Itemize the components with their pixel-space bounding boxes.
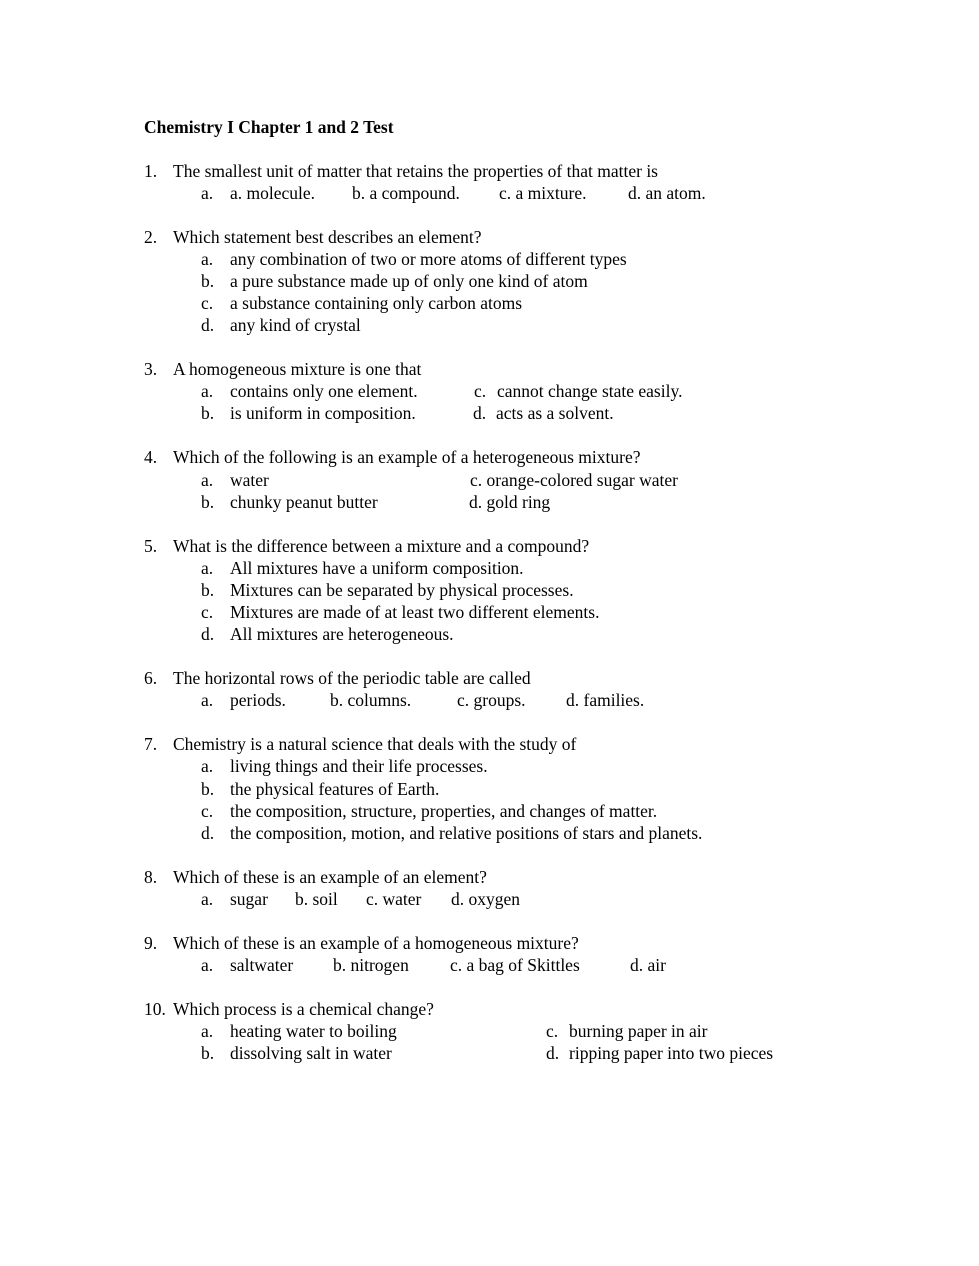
option-text: any combination of two or more atoms of different types [230,249,627,269]
option-text: b. nitrogen [333,955,409,975]
option-letter: c. [201,293,214,313]
question-text: Which process is a chemical change? [173,999,434,1019]
option-text: acts as a solvent. [496,403,614,423]
option-text: the composition, structure, properties, and changes of matter. [230,801,658,821]
question-text: Which of these is an example of an element? [173,867,487,887]
question-number: 7. [144,734,158,754]
option-letter: c. [201,801,214,821]
question-text: Which of these is an example of a homogeneous mixture? [173,933,579,953]
option-text: sugar [230,889,268,909]
question-number: 8. [144,867,158,887]
option-text: heating water to boiling [230,1021,397,1041]
page-title: Chemistry I Chapter 1 and 2 Test [144,117,394,137]
option-letter: a. [201,558,214,578]
option-text: c. a bag of Skittles [450,955,580,975]
question-number: 5. [144,536,158,556]
option-text: a. molecule. [230,183,316,203]
option-text: is uniform in composition. [230,403,416,423]
question-number: 4. [144,447,158,467]
option-text: dissolving salt in water [230,1043,392,1063]
option-text: ripping paper into two pieces [569,1043,774,1063]
option-letter: a. [201,889,214,909]
option-text: the composition, motion, and relative positions of stars and planets. [230,823,703,843]
option-letter: b. [201,1043,215,1063]
question-text: Chemistry is a natural science that deals with the study of [173,734,577,754]
option-text: d. oxygen [451,889,521,909]
option-text: b. soil [295,889,338,909]
option-letter: b. [201,492,215,512]
option-text: contains only one element. [230,381,418,401]
question-text: A homogeneous mixture is one that [173,359,422,379]
question-text: The horizontal rows of the periodic table are called [173,668,531,688]
option-letter: b. [201,403,215,423]
question-number: 3. [144,359,158,379]
option-text: burning paper in air [569,1021,708,1041]
option-text: Mixtures are made of at least two different elements. [230,602,600,622]
question-text: Which statement best describes an element? [173,227,482,247]
option-letter: d. [201,624,215,644]
option-letter: d. [201,823,215,843]
question-number: 6. [144,668,158,688]
option-text: All mixtures have a uniform composition. [230,558,524,578]
option-text: periods. [230,690,286,710]
option-text: living things and their life processes. [230,756,488,776]
option-text: b. columns. [330,690,412,710]
option-text: water [230,470,269,490]
option-letter: a. [201,249,214,269]
option-letter: d. [473,403,487,423]
question-text: What is the difference between a mixture and a compound? [173,536,590,556]
option-letter: c. [546,1021,559,1041]
option-text: Mixtures can be separated by physical processes. [230,580,574,600]
question-number: 2. [144,227,158,247]
option-text: cannot change state easily. [497,381,683,401]
option-letter: a. [201,381,214,401]
option-text: d. gold ring [469,492,551,512]
option-letter: a. [201,183,214,203]
option-letter: b. [201,779,215,799]
option-text: c. orange-colored sugar water [470,470,678,490]
option-text: any kind of crystal [230,315,361,335]
option-letter: d. [201,315,215,335]
option-text: d. an atom. [628,183,706,203]
option-text: the physical features of Earth. [230,779,440,799]
option-letter: b. [201,271,215,291]
option-letter: c. [201,602,214,622]
option-text: c. water [366,889,422,909]
option-text: b. a compound. [352,183,460,203]
option-letter: a. [201,756,214,776]
option-text: c. a mixture. [499,183,587,203]
option-text: saltwater [230,955,294,975]
option-letter: a. [201,690,214,710]
option-letter: a. [201,1021,214,1041]
option-text: d. air [630,955,666,975]
option-letter: a. [201,955,214,975]
option-letter: c. [474,381,487,401]
option-letter: a. [201,470,214,490]
question-text: Which of the following is an example of a heterogeneous mixture? [173,447,641,467]
option-text: c. groups. [457,690,526,710]
option-letter: d. [546,1043,560,1063]
option-text: d. families. [566,690,645,710]
option-text: chunky peanut butter [230,492,378,512]
option-text: All mixtures are heterogeneous. [230,624,454,644]
question-number: 1. [144,161,158,181]
option-text: a pure substance made up of only one kind of atom [230,271,588,291]
question-number: 9. [144,933,158,953]
option-text: a substance containing only carbon atoms [230,293,523,313]
question-number: 10. [144,999,166,1019]
question-text: The smallest unit of matter that retains the properties of that matter is [173,161,658,181]
option-letter: b. [201,580,215,600]
